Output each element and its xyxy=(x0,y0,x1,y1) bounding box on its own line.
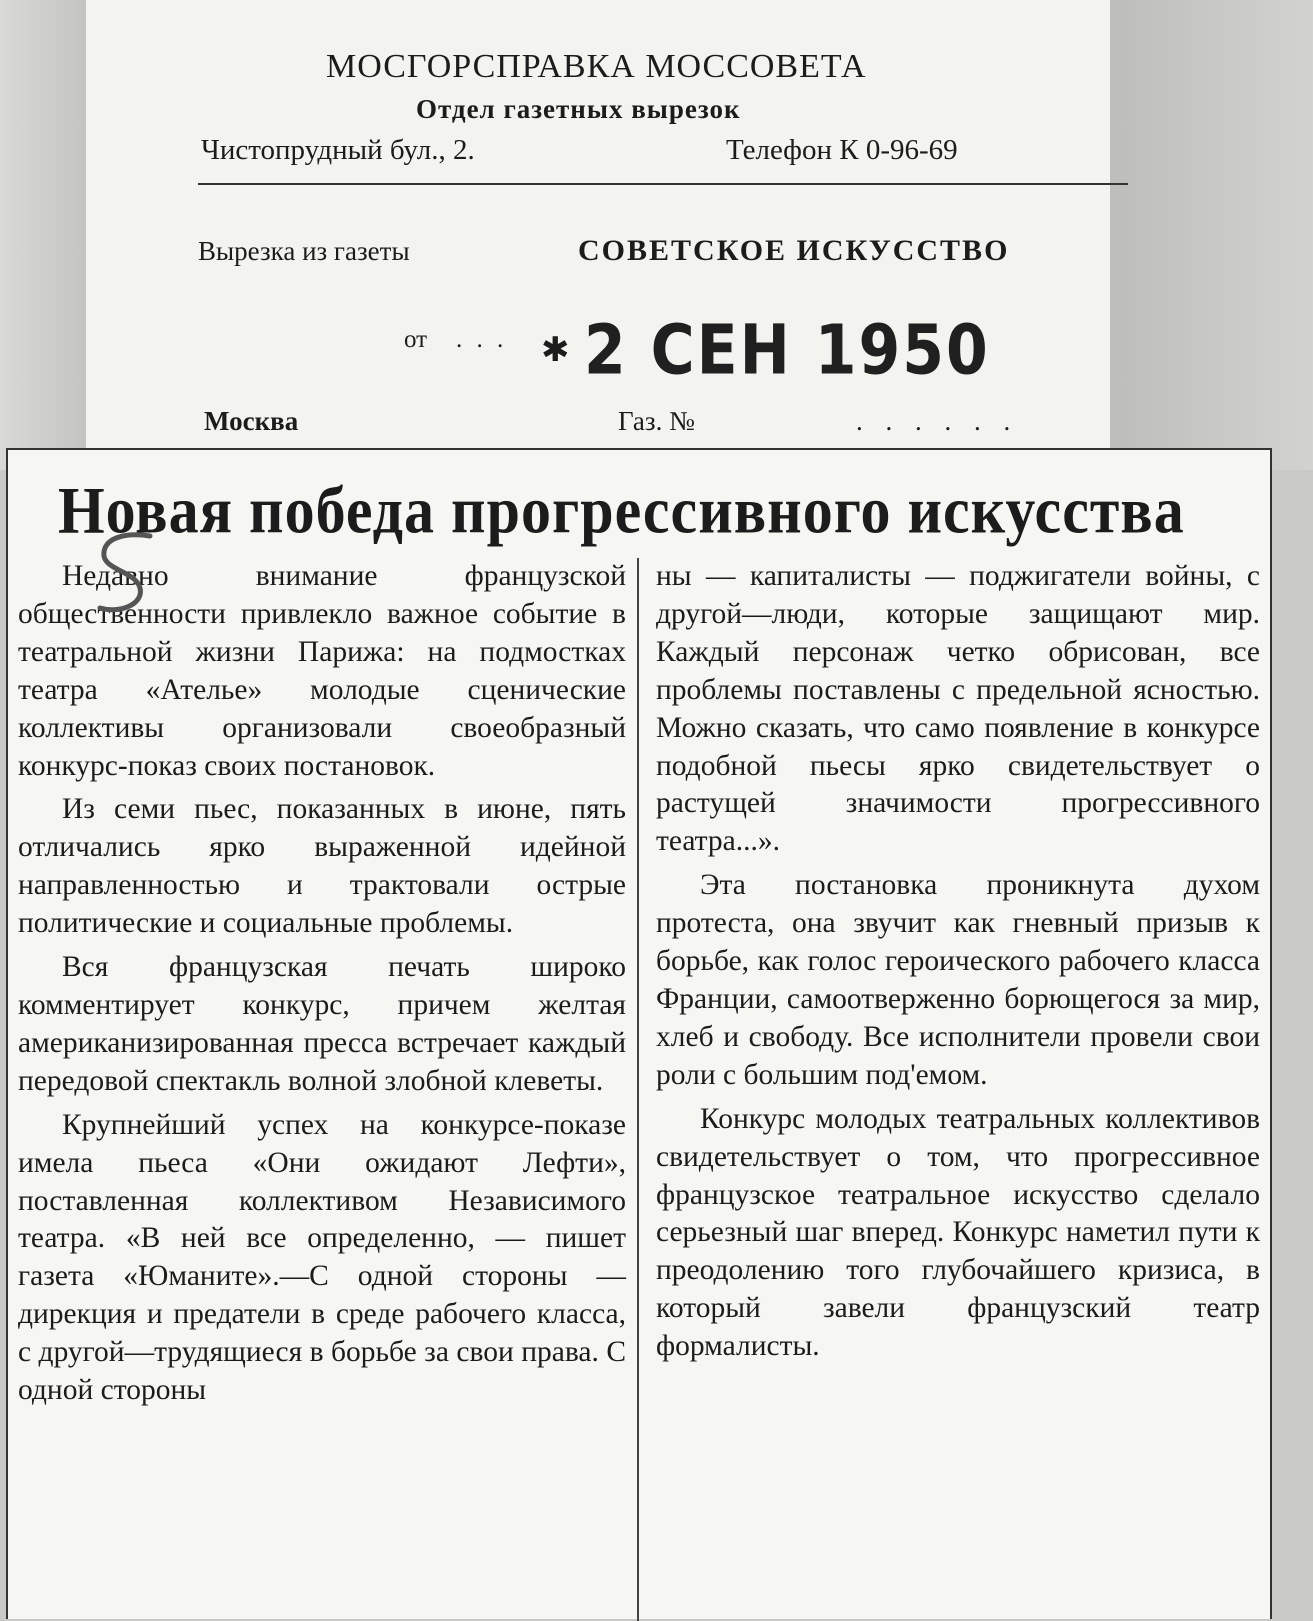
clipping-service-header xyxy=(86,0,1110,470)
article-headline: Новая победа прогрессивного искусства xyxy=(58,473,1185,548)
date-stamp: 2 СЕН 1950 xyxy=(584,310,990,391)
date-label: от xyxy=(404,326,428,353)
paragraph-continuation: ны — капиталисты — поджигатели войны, с другой—люди, которые защищают мир. Каждый персонаж четко обрисован, все проблемы поставлены с предельной ясностью. Можно сказать, что само появление в конкурсе подобной пьесы ярко свидетельствует о растущей значимости прогрессивного театра...». xyxy=(656,560,1260,858)
organization-name: МОСГОРСПРАВКА МОССОВЕТА xyxy=(326,48,867,85)
scan-right-edge xyxy=(1110,0,1313,470)
clipping-label: Вырезка из газеты xyxy=(198,236,410,266)
paragraph: Эта постановка проникнута духом протеста, она звучит как гневный призыв к борьбе, как голос героического рабочего класса Франции, самоотверженно борющегося за мир, хлеб и свободу. Все исполнители провели свои роли с большим под'емом. xyxy=(656,869,1260,1091)
department-name: Отдел газетных вырезок xyxy=(416,94,741,124)
article-right-column xyxy=(656,558,1260,1372)
header-divider xyxy=(198,183,1128,185)
scan-left-edge xyxy=(0,0,86,470)
paragraph: Вся французская печать широко комментирует конкурс, причем желтая американизированная пресса встречает каждый передовой спектакль волной злобной клеветы. xyxy=(18,951,626,1097)
newspaper-clipping xyxy=(6,448,1272,1619)
date-dots: . . . xyxy=(456,326,508,353)
newspaper-name: СОВЕТСКОЕ ИСКУССТВО xyxy=(578,234,1010,267)
issue-label: Газ. № xyxy=(618,406,695,436)
article-left-column xyxy=(18,558,626,1416)
handwritten-pencil-mark-icon xyxy=(90,528,160,618)
paragraph: Крупнейший успех на конкурсе-показе имела пьеса «Они ожидают Лефти», поставленная коллективом Независимого театра. «В ней все определенно, — пишет газета «Юманите».—С одной стороны — дирекция и предатели в среде рабочего класса, с другой—трудящиеся в борьбе за свои права. С одной стороны xyxy=(18,1108,626,1407)
phone-number: Телефон К 0-96-69 xyxy=(726,134,958,166)
paragraph: Недавно внимание французской общественности привлекло важное событие в театральной жизни Парижа: на подмостках театра «Ателье» молодые сценические коллективы организовали своеобразный конкурс-показ своих постановок. xyxy=(18,560,626,782)
issue-dots: . . . . . . xyxy=(856,406,1019,436)
paragraph: Из семи пьес, показанных в июне, пять отличались ярко выраженной идейной направленностью и трактовали острые политические и социальные проблемы. xyxy=(18,793,626,940)
stamp-star-icon: ✱ xyxy=(541,332,570,369)
city: Москва xyxy=(204,406,299,436)
address: Чистопрудный бул., 2. xyxy=(201,134,475,166)
paragraph: Конкурс молодых театральных коллективов свидетельствует о том, что прогрессивное французское театральное искусство сделало серьезный шаг вперед. Конкурс наметил пути к преодолению того глубочайшего кризиса, в который завели французский театр формалисты. xyxy=(656,1102,1260,1363)
column-divider xyxy=(637,558,639,1621)
